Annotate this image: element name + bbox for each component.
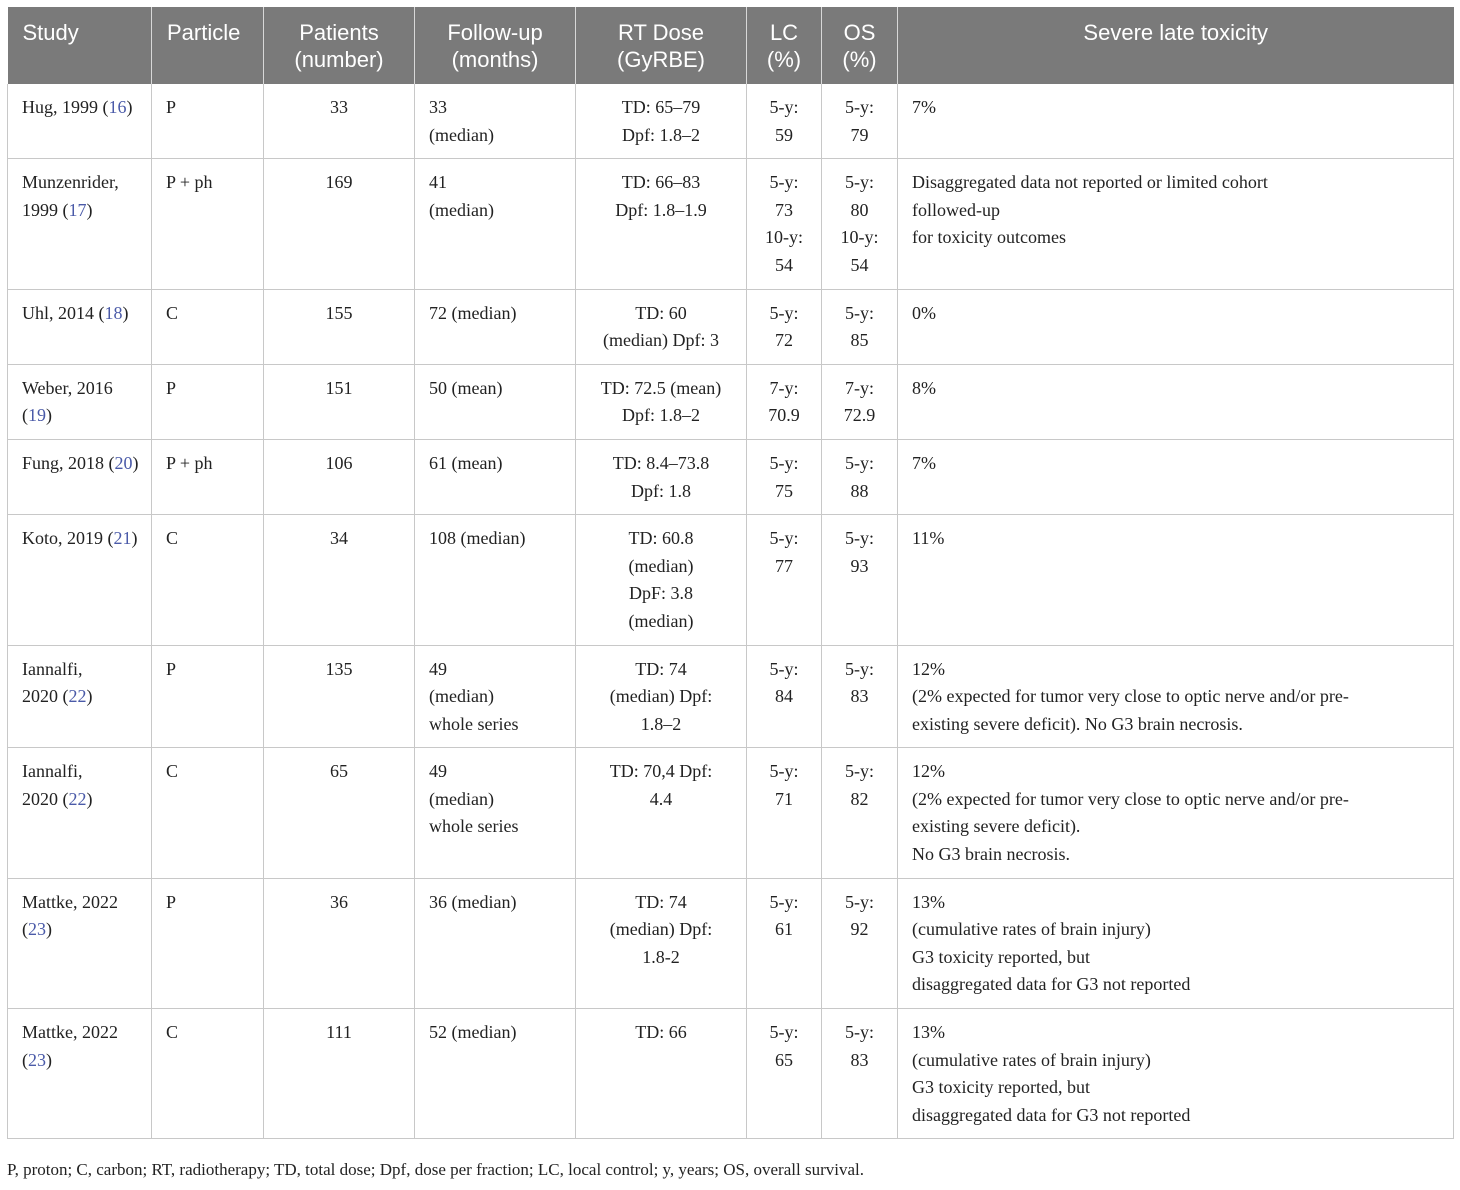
study-author-year: Iannalfi, 2020 [22, 761, 83, 809]
cell-particle: P [152, 364, 264, 439]
cell-study: Uhl, 2014 (18) [8, 289, 152, 364]
cell-lc: 7-y: 70.9 [747, 364, 822, 439]
cell-os: 5-y: 82 [822, 748, 898, 878]
cell-toxicity: 7% [898, 439, 1454, 514]
reference-link[interactable]: 16 [108, 97, 127, 117]
cell-study: Fung, 2018 (20) [8, 439, 152, 514]
cell-os: 5-y: 79 [822, 84, 898, 159]
cell-rt-dose: TD: 60 (median) Dpf: 3 [576, 289, 747, 364]
cell-followup: 72 (median) [415, 289, 576, 364]
header-row [8, 7, 1454, 84]
cell-rt-dose: TD: 74 (median) Dpf: 1.8-2 [576, 878, 747, 1008]
study-author-year: Mattke, 2022 [22, 891, 118, 912]
header-particle: Particle [152, 7, 264, 84]
results-table [7, 7, 1454, 1139]
cell-particle: C [152, 289, 264, 364]
cell-rt-dose: TD: 66–83 Dpf: 1.8–1.9 [576, 159, 747, 289]
header-followup: Follow-up (months) [415, 7, 576, 84]
cell-followup: 108 (median) [415, 515, 576, 645]
table-footnote: P, proton; C, carbon; RT, radiotherapy; TD, total dose; Dpf, dose per fraction; LC, local control; y, years; OS, overall survival. [7, 1160, 864, 1179]
cell-lc: 5-y: 75 [747, 439, 822, 514]
reference-link[interactable]: 22 [68, 686, 87, 707]
table-row [8, 645, 1454, 748]
table-row [8, 159, 1454, 289]
cell-toxicity: 11% [898, 515, 1454, 645]
cell-lc: 5-y: 59 [747, 84, 822, 159]
cell-rt-dose: TD: 74 (median) Dpf: 1.8–2 [576, 645, 747, 748]
cell-followup: 61 (mean) [415, 439, 576, 514]
header-study: Study [8, 7, 152, 84]
cell-rt-dose: TD: 65–79 Dpf: 1.8–2 [576, 84, 747, 159]
cell-study: Weber, 2016 (19) [8, 364, 152, 439]
cell-toxicity: 0% [898, 289, 1454, 364]
cell-study: Iannalfi, 2020 (22) [8, 645, 152, 748]
study-author-year: Munzenrider, 1999 [22, 172, 119, 220]
table-row [8, 515, 1454, 645]
cell-particle: P [152, 84, 264, 159]
reference-link[interactable]: 23 [28, 1049, 46, 1070]
cell-patients: 106 [264, 439, 415, 514]
reference-link[interactable]: 17 [68, 199, 87, 220]
table-header [8, 7, 1454, 84]
table-row [8, 878, 1454, 1008]
cell-followup: 50 (mean) [415, 364, 576, 439]
cell-rt-dose: TD: 66 [576, 1009, 747, 1139]
cell-lc: 5-y: 65 [747, 1009, 822, 1139]
table-row [8, 748, 1454, 878]
cell-toxicity: 12% (2% expected for tumor very close to optic nerve and/or pre- existing severe deficit). No G3 brain necrosis. [898, 645, 1454, 748]
cell-patients: 65 [264, 748, 415, 878]
cell-particle: P + ph [152, 159, 264, 289]
cell-patients: 111 [264, 1009, 415, 1139]
cell-study: Hug, 1999 (16) [8, 84, 152, 159]
cell-study: Munzenrider, 1999 (17) [8, 159, 152, 289]
cell-study: Iannalfi, 2020 (22) [8, 748, 152, 878]
table-row [8, 439, 1454, 514]
cell-particle: C [152, 748, 264, 878]
header-os: OS (%) [822, 7, 898, 84]
table-body [8, 84, 1454, 1139]
cell-lc: 5-y: 84 [747, 645, 822, 748]
cell-os: 5-y: 83 [822, 1009, 898, 1139]
study-author-year: Koto, 2019 [22, 528, 103, 549]
cell-lc: 5-y: 71 [747, 748, 822, 878]
cell-particle: P [152, 645, 264, 748]
cell-toxicity: 13% (cumulative rates of brain injury) G3 toxicity reported, but disaggregated data for G3 not reported [898, 878, 1454, 1008]
cell-toxicity: 13% (cumulative rates of brain injury) G3 toxicity reported, but disaggregated data for G3 not reported [898, 1009, 1454, 1139]
cell-os: 5-y: 80 10-y: 54 [822, 159, 898, 289]
table-container [7, 7, 1453, 1139]
cell-lc: 5-y: 61 [747, 878, 822, 1008]
cell-patients: 155 [264, 289, 415, 364]
header-lc: LC (%) [747, 7, 822, 84]
cell-followup: 49 (median) whole series [415, 748, 576, 878]
cell-rt-dose: TD: 8.4–73.8 Dpf: 1.8 [576, 439, 747, 514]
cell-lc: 5-y: 73 10-y: 54 [747, 159, 822, 289]
cell-followup: 33 (median) [415, 84, 576, 159]
cell-particle: P + ph [152, 439, 264, 514]
cell-patients: 135 [264, 645, 415, 748]
header-rt-dose: RT Dose (GyRBE) [576, 7, 747, 84]
cell-os: 7-y: 72.9 [822, 364, 898, 439]
reference-link[interactable]: 20 [114, 452, 133, 473]
cell-lc: 5-y: 72 [747, 289, 822, 364]
cell-rt-dose: TD: 60.8 (median) DpF: 3.8 (median) [576, 515, 747, 645]
cell-study: Mattke, 2022 (23) [8, 878, 152, 1008]
cell-rt-dose: TD: 70,4 Dpf: 4.4 [576, 748, 747, 878]
cell-patients: 151 [264, 364, 415, 439]
cell-os: 5-y: 88 [822, 439, 898, 514]
cell-particle: C [152, 1009, 264, 1139]
header-patients: Patients (number) [264, 7, 415, 84]
study-author-year: Uhl, 2014 [22, 302, 94, 323]
cell-os: 5-y: 93 [822, 515, 898, 645]
cell-study: Mattke, 2022 (23) [8, 1009, 152, 1139]
reference-link[interactable]: 22 [68, 788, 87, 809]
cell-os: 5-y: 92 [822, 878, 898, 1008]
cell-study: Koto, 2019 (21) [8, 515, 152, 645]
table-row [8, 1009, 1454, 1139]
table-row [8, 84, 1454, 159]
reference-link[interactable]: 21 [113, 528, 132, 549]
cell-toxicity: Disaggregated data not reported or limited cohort followed-up for toxicity outcomes [898, 159, 1454, 289]
cell-toxicity: 7% [898, 84, 1454, 159]
reference-link[interactable]: 18 [104, 302, 123, 323]
study-author-year: Iannalfi, 2020 [22, 658, 83, 707]
cell-patients: 34 [264, 515, 415, 645]
cell-patients: 169 [264, 159, 415, 289]
cell-followup: 49 (median) whole series [415, 645, 576, 748]
study-author-year: Hug, 1999 [22, 97, 98, 117]
cell-toxicity: 8% [898, 364, 1454, 439]
cell-followup: 36 (median) [415, 878, 576, 1008]
cell-particle: P [152, 878, 264, 1008]
cell-patients: 33 [264, 84, 415, 159]
study-author-year: Fung, 2018 [22, 452, 105, 473]
table-row [8, 289, 1454, 364]
cell-os: 5-y: 83 [822, 645, 898, 748]
study-author-year: Mattke, 2022 [22, 1022, 118, 1043]
cell-lc: 5-y: 77 [747, 515, 822, 645]
cell-particle: C [152, 515, 264, 645]
reference-link[interactable]: 23 [28, 919, 46, 940]
study-author-year: Weber, 2016 [22, 377, 113, 398]
header-toxicity: Severe late toxicity [898, 7, 1454, 84]
reference-link[interactable]: 19 [28, 405, 46, 426]
cell-toxicity: 12% (2% expected for tumor very close to optic nerve and/or pre- existing severe deficit). No G3 brain necrosis. [898, 748, 1454, 878]
cell-patients: 36 [264, 878, 415, 1008]
cell-rt-dose: TD: 72.5 (mean) Dpf: 1.8–2 [576, 364, 747, 439]
table-row [8, 364, 1454, 439]
cell-followup: 41 (median) [415, 159, 576, 289]
cell-os: 5-y: 85 [822, 289, 898, 364]
cell-followup: 52 (median) [415, 1009, 576, 1139]
